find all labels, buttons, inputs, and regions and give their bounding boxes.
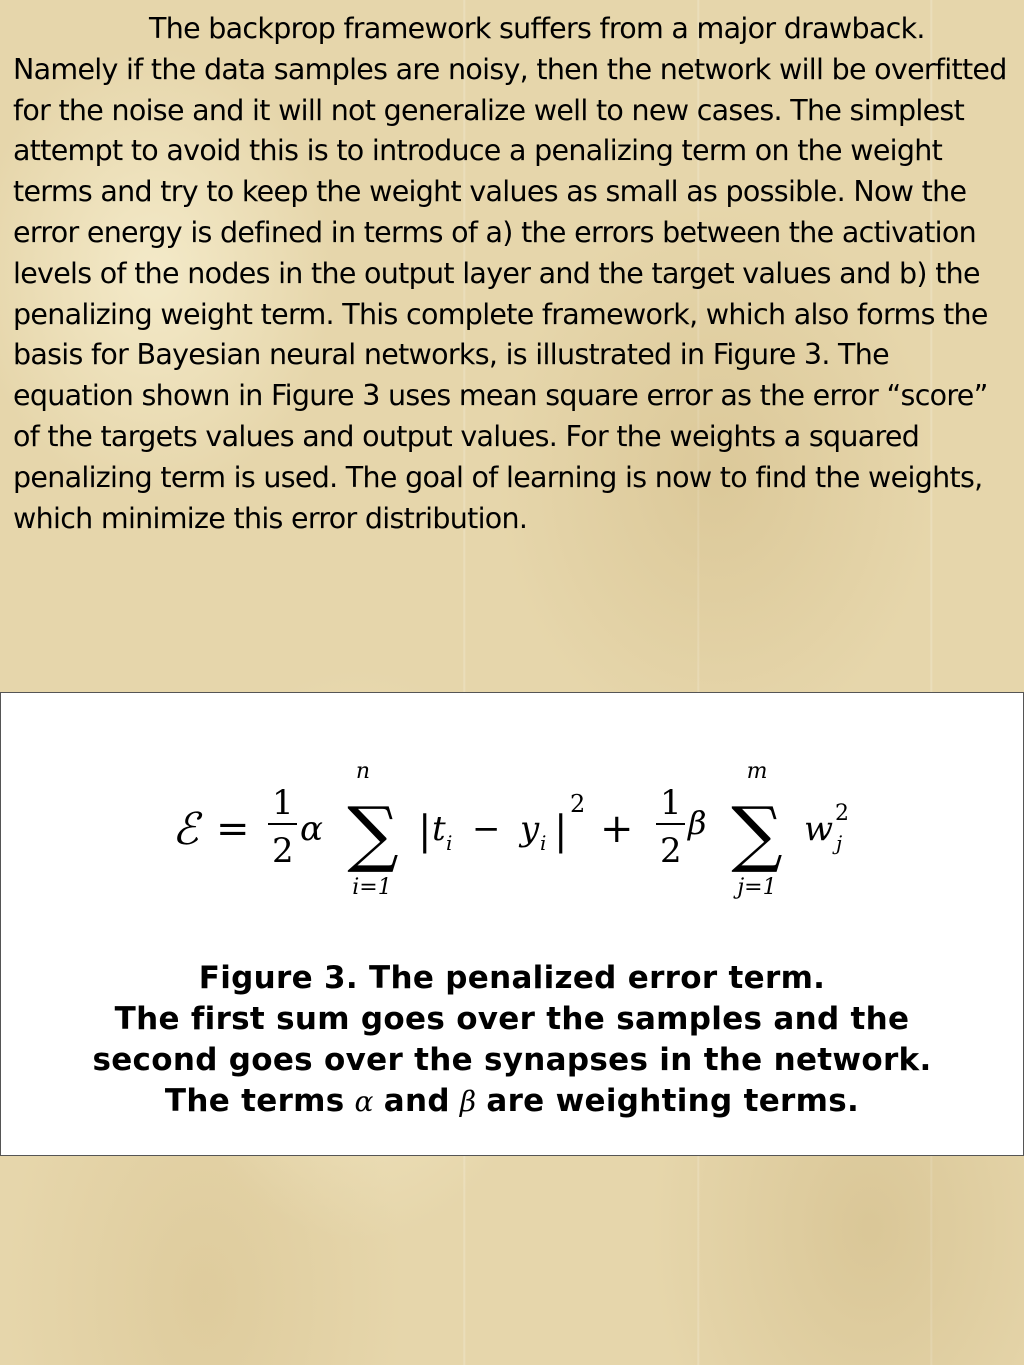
eq-sum2-upper: m — [746, 759, 768, 784]
eq-minus: − — [472, 809, 501, 849]
body-paragraph: The backprop framework suffers from a major drawback. Namely if the data samples are noisy, then the network will be overfitted for the noise and it will not generalize well to new cases. The simplest attempt to avoid this is to introduce a penalizing term on the weight terms and try to keep the weight values as small as possible. Now the error energy is defined in terms of a) the errors between the activation levels of the nodes in the output layer and the target values and b) the penalizing weight term. This complete framework, which also forms the basis for Bayesian neural networks, is illustrated in Figure 3. The equation shown in Figure 3 uses mean square error as the error “score” of the targets values and output values. For the weights a squared penalizing term is used. The goal of learning is now to find the weights, which minimize this error distribution. — [13, 12, 1007, 535]
eq-w-exponent: 2 — [835, 801, 849, 826]
caption-line-4-end: are weighting terms. — [486, 1083, 860, 1119]
caption-line-4-middle: and — [383, 1083, 450, 1119]
caption-beta: β — [459, 1085, 477, 1118]
caption-line-2: The first sum goes over the samples and the — [114, 1001, 910, 1037]
eq-t-sub: i — [446, 831, 453, 855]
eq-error-symbol: ℰ — [172, 804, 199, 855]
eq-abs-close: | — [554, 808, 568, 854]
eq-frac1-numerator: 1 — [272, 783, 294, 823]
eq-frac2-denominator: 2 — [660, 831, 682, 871]
caption-line-1: Figure 3. The penalized error term. — [198, 960, 826, 996]
eq-sum1-upper: n — [355, 759, 371, 784]
penalized-error-equation — [0, 752, 1024, 912]
eq-plus: + — [600, 806, 634, 852]
eq-y: y — [520, 809, 540, 849]
eq-abs-exponent: 2 — [570, 790, 586, 818]
caption-line-4-start: The terms — [164, 1083, 345, 1119]
caption-alpha: α — [354, 1085, 374, 1118]
eq-sum1-symbol: ∑ — [347, 791, 399, 875]
eq-w-sub: j — [836, 831, 843, 855]
eq-beta: β — [688, 804, 707, 842]
figure-caption — [0, 958, 1024, 1122]
eq-equals: = — [216, 806, 250, 852]
eq-w: w — [804, 809, 834, 849]
eq-abs-open: | — [418, 808, 432, 854]
eq-sum1-lower: i=1 — [352, 875, 392, 900]
eq-frac2-numerator: 1 — [660, 783, 682, 823]
caption-line-4 — [0, 1081, 1024, 1122]
eq-alpha: α — [300, 809, 323, 849]
eq-y-sub: i — [540, 831, 547, 855]
eq-frac1-denominator: 2 — [272, 831, 294, 871]
caption-line-3: second goes over the synapses in the network. — [92, 1042, 932, 1078]
eq-t: t — [432, 809, 446, 849]
eq-sum2-symbol: ∑ — [731, 791, 783, 875]
eq-sum2-lower: j=1 — [737, 875, 777, 900]
